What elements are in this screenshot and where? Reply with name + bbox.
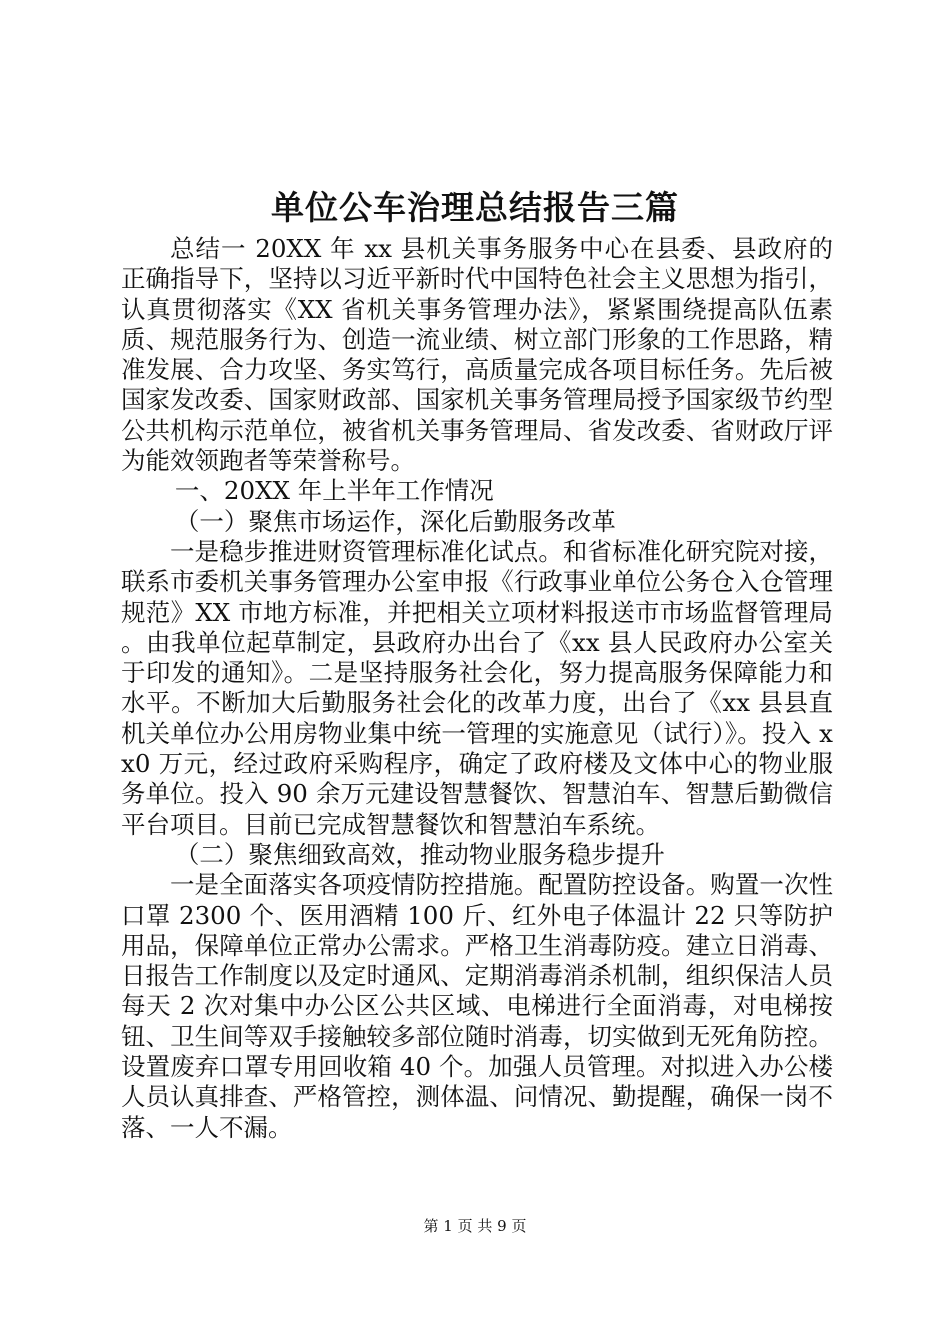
subsection-heading-2: （二）聚焦细致高效，推动物业服务稳步提升 (174, 839, 665, 869)
subsection-1-paragraph: 一是稳步推进财资管理标准化试点。和省标准化研究院对接，联系市委机关事务管理办公室申报《行政事业单位公务仓入仓管理规范》XX 市地方标准，并把相关立项材料报送市市场监督管理局。由我单位起草制定，县政府办出台了《xx 县人民政府办公室关于印发的通知》。二是坚持服务社会化，努力提高服务保障能力和水平。不断加大后勤服务社会化的改革力度，出台了《xx 县县直机关单位办公用房物业集中统一管理的实施意见（试行）》。投入 xx0 万元，经过政府采购程序，确定了政府楼及文体中心的物业服务单位。投入 90 余万元建设智慧餐饮、智慧泊车、智慧后勤微信平台项目。目前已完成智慧餐饮和智慧泊车系统。 (121, 536, 833, 839)
document-title: 单位公车治理总结报告三篇 (271, 188, 679, 227)
section-heading: 一、20XX 年上半年工作情况 (174, 476, 494, 506)
subsection-2-paragraph: 一是全面落实各项疫情防控措施。配置防控设备。购置一次性口罩 2300 个、医用酒精 100 斤、红外电子体温计 22 只等防护用品，保障单位正常办公需求。严格卫生消毒防疫。建立日消毒、日报告工作制度以及定时通风、定期消毒消杀机制，组织保洁人员每天 2 次对集中办公区公共区域、电梯进行全面消毒，对电梯按钮、卫生间等双手接触较多部位随时消毒，切实做到无死角防控。设置废弃口罩专用回收箱 40 个。加强人员管理。对拟进入办公楼人员认真排查、严格管控，测体温、问情况、勤提醒，确保一岗不落、一人不漏。 (121, 870, 833, 1142)
intro-paragraph: 总结一 20XX 年 xx 县机关事务服务中心在县委、县政府的正确指导下，坚持以习近平新时代中国特色社会主义思想为指引，认真贯彻落实《XX 省机关事务管理办法》，紧紧围绕提高队伍素质、规范服务行为、创造一流业绩、树立部门形象的工作思路，精准发展、合力攻坚、务实笃行，高质量完成各项目标任务。先后被国家发改委、国家财政部、国家机关事务管理局授予国家级节约型公共机构示范单位，被省机关事务管理局、省发改委、省财政厅评为能效领跑者等荣誉称号。 (121, 234, 833, 476)
page-number-footer: 第 1 页 共 9 页 (423, 1217, 527, 1235)
subsection-heading-1: （一）聚焦市场运作，深化后勤服务改革 (174, 506, 616, 536)
document-body (121, 234, 833, 1143)
